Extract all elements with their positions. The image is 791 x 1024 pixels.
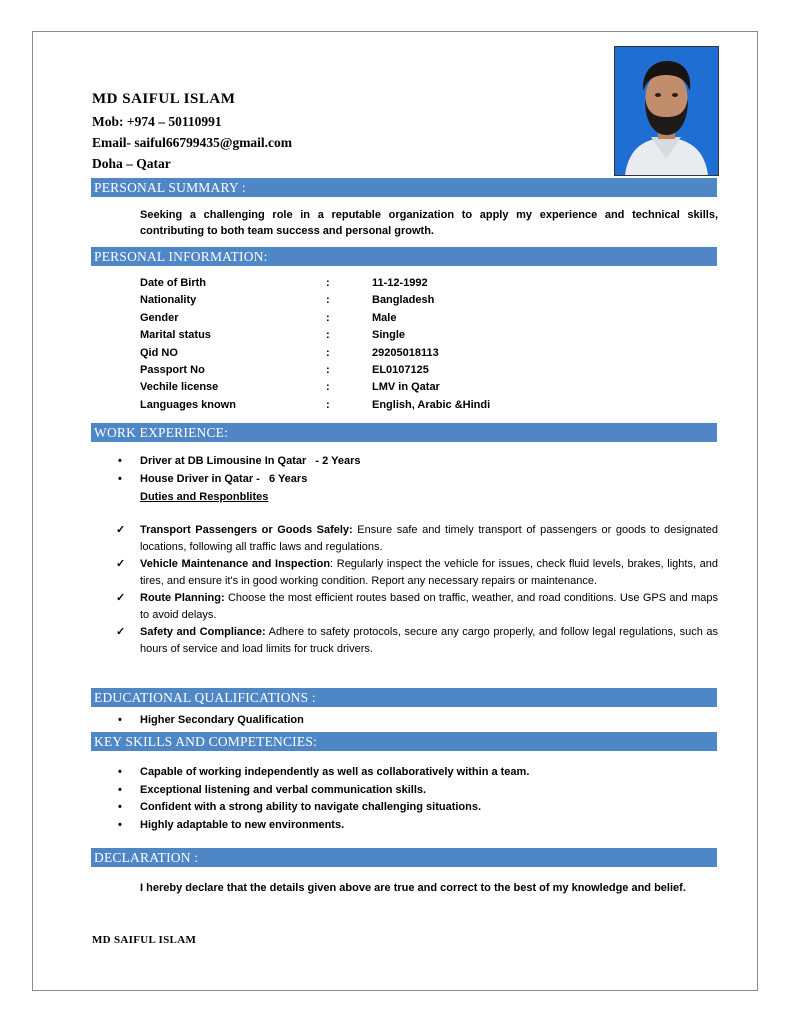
list-item [118,453,361,471]
section-key-skills: KEY SKILLS AND COMPETENCIES: [91,732,717,751]
section-educational-qualifications: EDUCATIONAL QUALIFICATIONS : [91,688,717,707]
bullet-icon: • [118,783,122,796]
duty-text: Adhere to safety protocols, secure any cargo properly, and follow legal regulations, such as hours of service and load limits for truck drivers. [140,626,718,655]
summary-text: Seeking a challenging role in a reputable organization to apply my experience and technical skills, contributing to both team success and personal growth. [140,209,718,237]
mobile-number: Mob: +974 – 50110991 [92,114,222,129]
info-label: Vechile license [140,381,219,394]
skill-entry: Capable of working independently as well as collaboratively within a team. [140,766,530,778]
info-value: Single [372,329,406,342]
info-separator: : [326,294,330,307]
list-item [116,522,718,555]
check-icon: ✓ [116,592,126,604]
info-separator: : [326,277,330,289]
list-item [116,590,718,623]
info-separator: : [326,398,330,411]
info-value: 29205018113 [372,346,439,359]
check-icon: ✓ [116,524,126,536]
list-item [116,556,718,589]
info-label: Languages known [140,398,236,411]
job-entry: Driver at DB Limousine In Qatar - 2 Years [140,455,361,467]
section-work-experience: WORK EXPERIENCE: [91,423,717,442]
info-label: Date of Birth [140,277,206,289]
duty-text: Ensure safe and timely transport of passengers or goods to designated locations, following all traffic laws and regulations. [140,524,719,553]
list-item [118,817,529,835]
resume-page [32,31,758,991]
education-list [118,712,304,730]
info-value: English, Arabic &Hindi [372,398,491,411]
info-label: Marital status [140,329,211,342]
duties-heading: Duties and Responblites [140,491,269,503]
skill-entry: Exceptional listening and verbal communication skills. [140,783,427,796]
education-entry: Higher Secondary Qualification [140,714,304,726]
profile-photo [614,46,719,176]
info-label: Qid NO [140,346,178,359]
duty-text: Choose the most efficient routes based on traffic, weather, and road conditions. Use GPS and maps to avoid delays. [140,592,719,621]
section-declaration: DECLARATION : [91,848,717,867]
duty-text: : Regularly inspect the vehicle for issues, check fluid levels, brakes, lights, and tires, and ensure it's in good working condition. Report any necessary repairs or maintenance. [140,558,718,587]
list-item [118,799,529,817]
info-label: Passport No [140,363,205,376]
info-value: LMV in Qatar [372,381,440,394]
section-personal-summary: PERSONAL SUMMARY : [91,178,717,197]
info-value: 11-12-1992 [372,277,428,289]
bullet-icon: • [118,472,122,485]
bullet-icon: • [118,455,122,467]
signature-name: MD SAIFUL ISLAM [92,934,197,946]
duties-list [116,522,718,658]
info-label: Nationality [140,294,197,307]
list-item [116,624,718,657]
list-item [118,764,529,782]
info-separator: : [326,346,330,359]
list-item [118,471,361,489]
section-personal-information: PERSONAL INFORMATION: [91,247,717,266]
duty-title: Transport Passengers or Goods Safely: [140,524,353,536]
check-icon: ✓ [116,558,126,570]
job-list [118,453,361,488]
email-address: Email- saiful66799435@gmail.com [92,135,293,150]
info-value: EL0107125 [372,363,429,376]
list-item [118,782,529,800]
skills-list [118,764,529,834]
location: Doha – Qatar [92,156,171,171]
info-value: Male [372,311,397,324]
contact-header [92,89,292,174]
info-separator: : [326,363,330,376]
job-entry: House Driver in Qatar - 6 Years [140,472,308,485]
info-separator: : [326,381,330,394]
info-label: Gender [140,311,179,324]
duty-title: Safety and Compliance: [140,626,266,638]
declaration-text: I hereby declare that the details given above are true and correct to the best of my knowledge and belief. [140,882,686,894]
check-icon: ✓ [116,626,126,638]
profile-photo-image [615,47,718,175]
bullet-icon: • [118,801,122,813]
bullet-icon: • [118,818,122,831]
duty-title: Vehicle Maintenance and Inspection [140,558,331,570]
info-value: Bangladesh [372,294,435,307]
candidate-name: MD SAIFUL ISLAM [92,91,236,107]
bullet-icon: • [118,766,122,778]
skill-entry: Confident with a strong ability to navigate challenging situations. [140,801,482,813]
info-separator: : [326,311,330,324]
skill-entry: Highly adaptable to new environments. [140,818,345,831]
info-separator: : [326,329,330,342]
list-item [118,712,304,730]
duty-title: Route Planning: [140,592,225,604]
bullet-icon: • [118,714,122,726]
